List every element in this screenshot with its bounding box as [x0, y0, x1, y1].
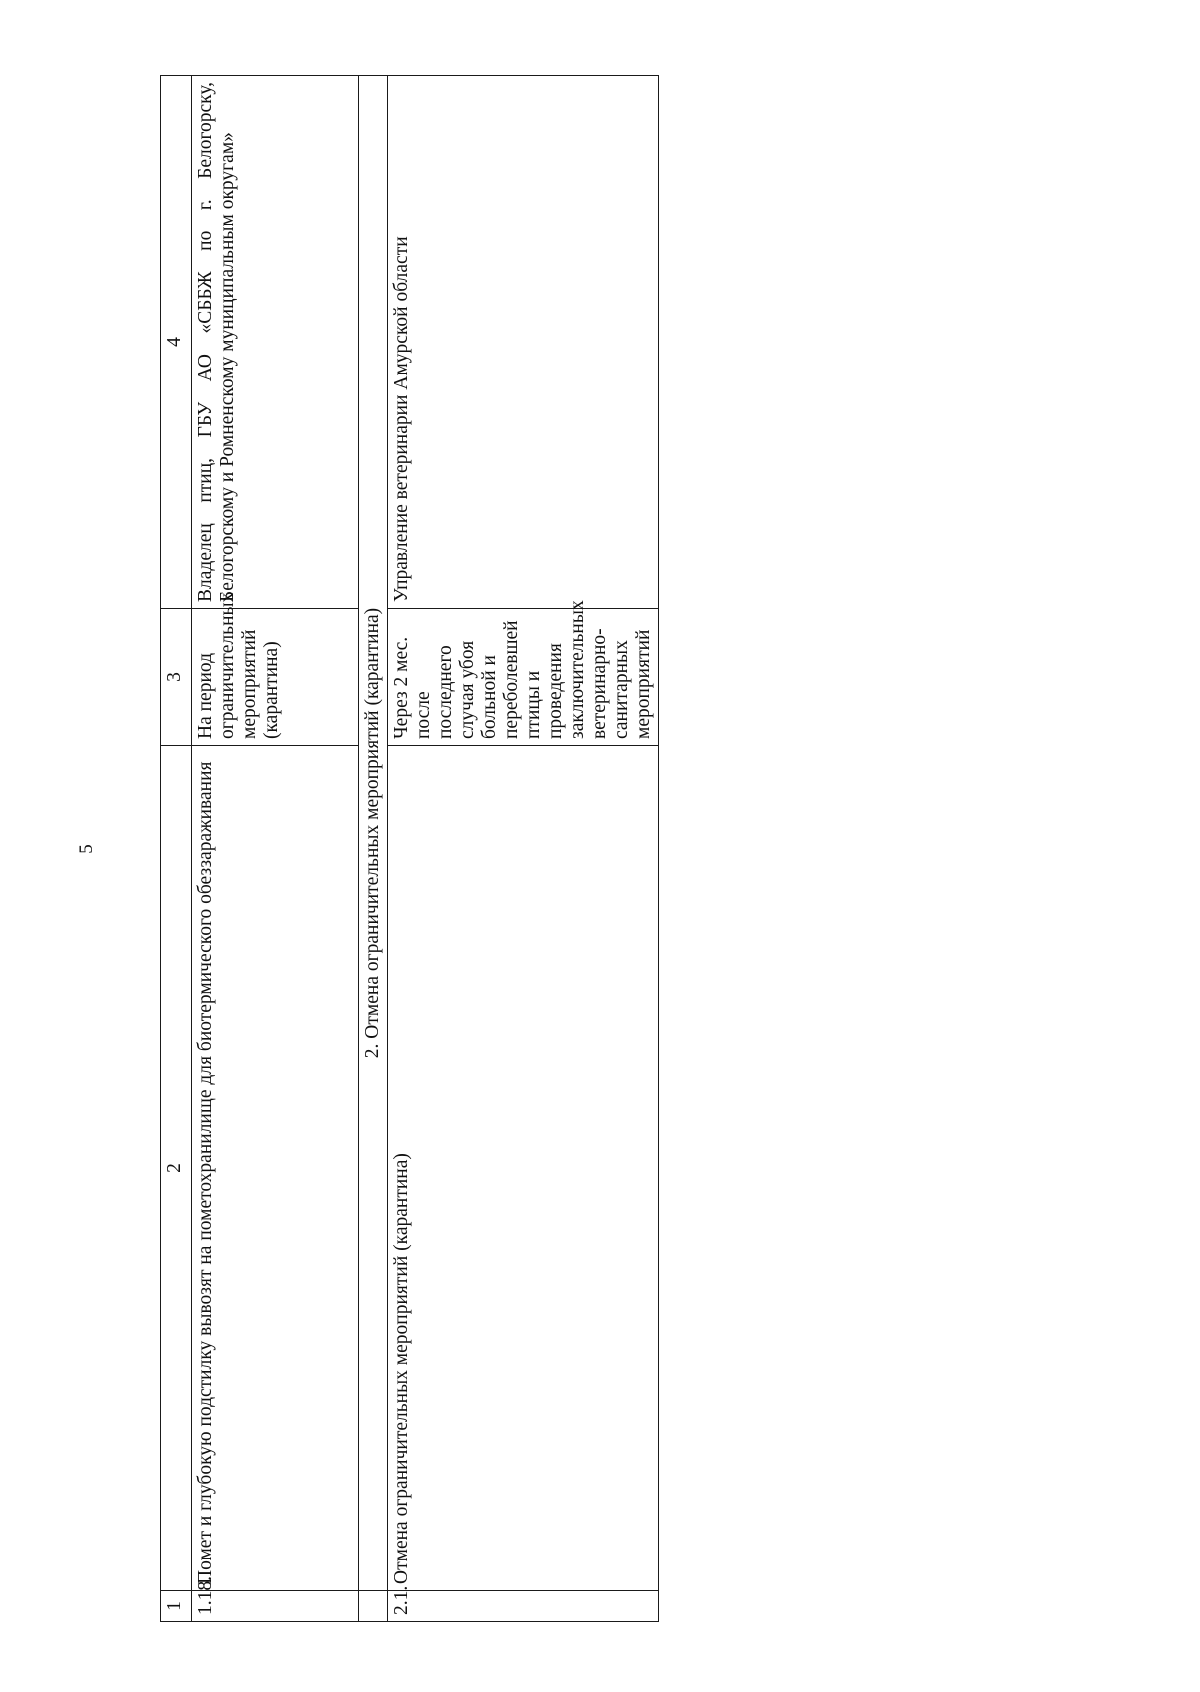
term-cell: На период ограничительных мероприятий (карантина) — [192, 609, 359, 746]
section-title: 2. Отмена ограничительных мероприятий (карантина) — [359, 76, 388, 1591]
column-header-2: 2 — [161, 746, 192, 1591]
term-cell: Через 2 мес. после последнего случая убоя больной и переболевшей птицы и проведения заключительных ветеринарно-санитарных мероприятий — [388, 609, 659, 746]
measure-cell: Отмена ограничительных мероприятий (карантина) — [388, 746, 659, 1591]
row-number: 2.1. — [388, 1591, 659, 1622]
measure-cell: Помет и глубокую подстилку вывозят на пометохранилище для биотермического обеззараживания — [192, 746, 359, 1591]
table-row — [388, 76, 659, 1622]
responsible-cell: Управление ветеринарии Амурской области — [388, 76, 659, 609]
section-empty-cell — [359, 1591, 388, 1622]
column-header-3: 3 — [161, 609, 192, 746]
measures-table — [160, 75, 659, 1622]
responsible-cell: Владелец птиц, ГБУ АО «СББЖ по г. Белогорску, Белогорскому и Ромненскому муниципальным округам» — [192, 76, 359, 609]
page-number: 5 — [75, 844, 97, 854]
row-number: 1.18. — [192, 1591, 359, 1622]
table-header-row — [161, 76, 192, 1622]
column-header-4: 4 — [161, 76, 192, 609]
table-row — [192, 76, 359, 1622]
measures-table-container — [160, 76, 654, 1622]
section-row — [359, 76, 388, 1622]
column-header-1: 1 — [161, 1591, 192, 1622]
